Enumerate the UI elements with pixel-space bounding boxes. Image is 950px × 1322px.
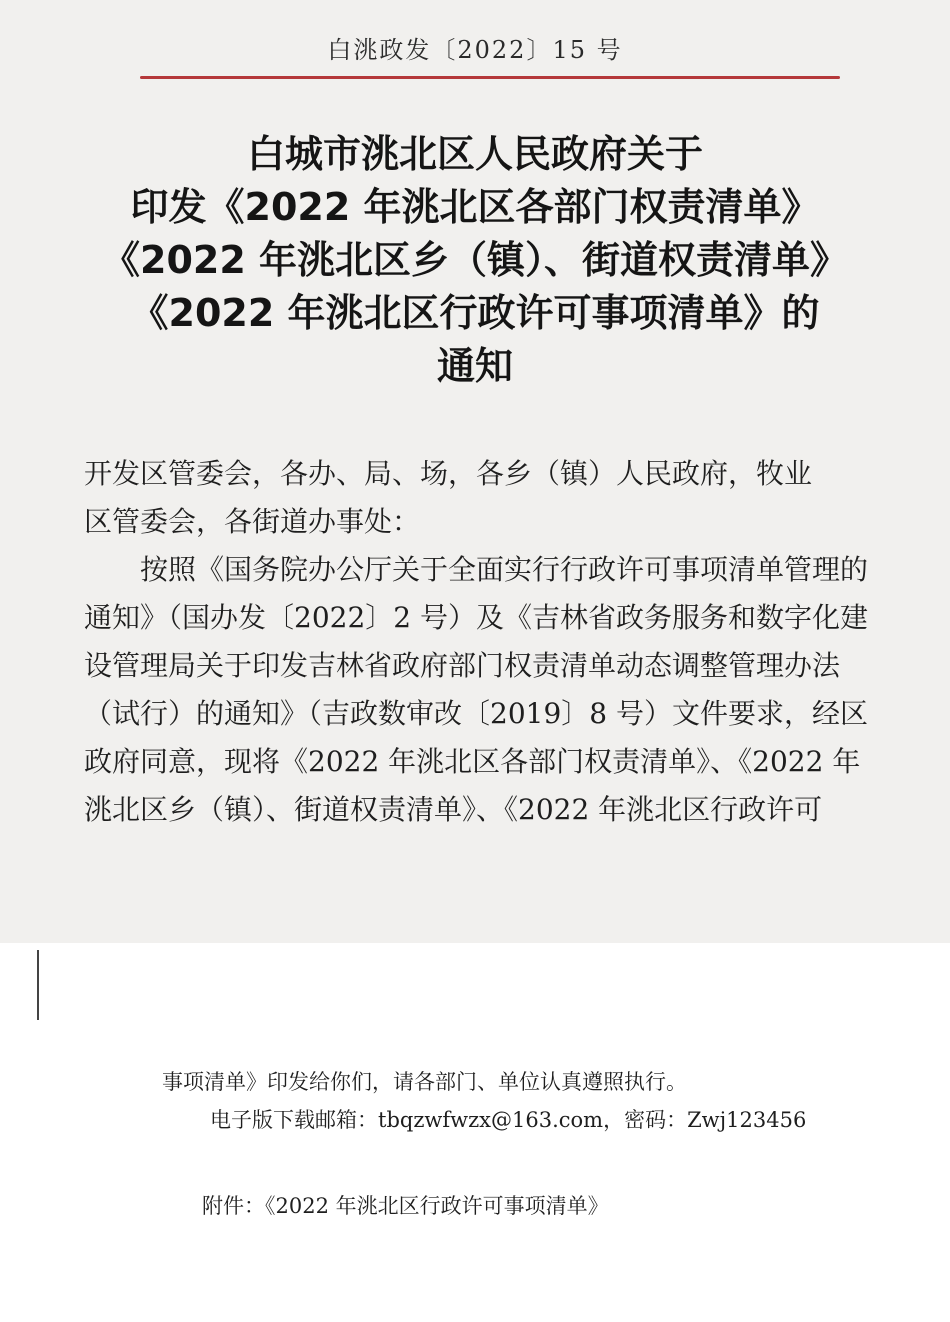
title-line: 《2022 年洮北区行政许可事项清单》的 (130, 291, 820, 335)
document-title (0, 128, 950, 393)
paragraph-line: 设管理局关于印发吉林省政府部门权责清单动态调整管理办法 (84, 649, 841, 682)
scan-edge-mark (37, 950, 39, 1020)
document-body (84, 450, 894, 834)
paragraph-line: （试行）的通知》（吉政数审改〔2019〕8 号）文件要求，经区 (84, 697, 868, 730)
addressee-line: 区管委会，各街道办事处： (84, 505, 421, 538)
paragraph-line: 洮北区乡（镇）、街道权责清单》、《2022 年洮北区行政许可 (84, 793, 823, 826)
paragraph-line: 政府同意，现将《2022 年洮北区各部门权责清单》、《2022 年 (84, 745, 861, 778)
email-line: 电子版下载邮箱：tbqzwfwzx@163.com，密码：Zwj123456 (210, 1108, 807, 1132)
addressee-line: 开发区管委会，各办、局、场，各乡（镇）人民政府，牧业 (84, 457, 813, 490)
header-red-rule (140, 76, 840, 79)
title-line: 《2022 年洮北区乡（镇）、街道权责清单》 (102, 238, 848, 282)
title-line: 白城市洮北区人民政府关于 (246, 132, 703, 176)
paragraph-line: 通知》（国办发〔2022〕2 号）及《吉林省政务服务和数字化建 (84, 601, 868, 634)
document-number: 白洮政发〔2022〕15 号 (327, 36, 623, 64)
title-line: 印发《2022 年洮北区各部门权责清单》 (130, 185, 820, 229)
attachment-line: 附件：《2022 年洮北区行政许可事项清单》 (202, 1194, 609, 1218)
paragraph-line: 按照《国务院办公厅关于全面实行行政许可事项清单管理的 (140, 553, 869, 586)
continuation-line: 事项清单》印发给你们，请各部门、单位认真遵照执行。 (162, 1070, 687, 1094)
title-line: 通知 (436, 344, 513, 388)
